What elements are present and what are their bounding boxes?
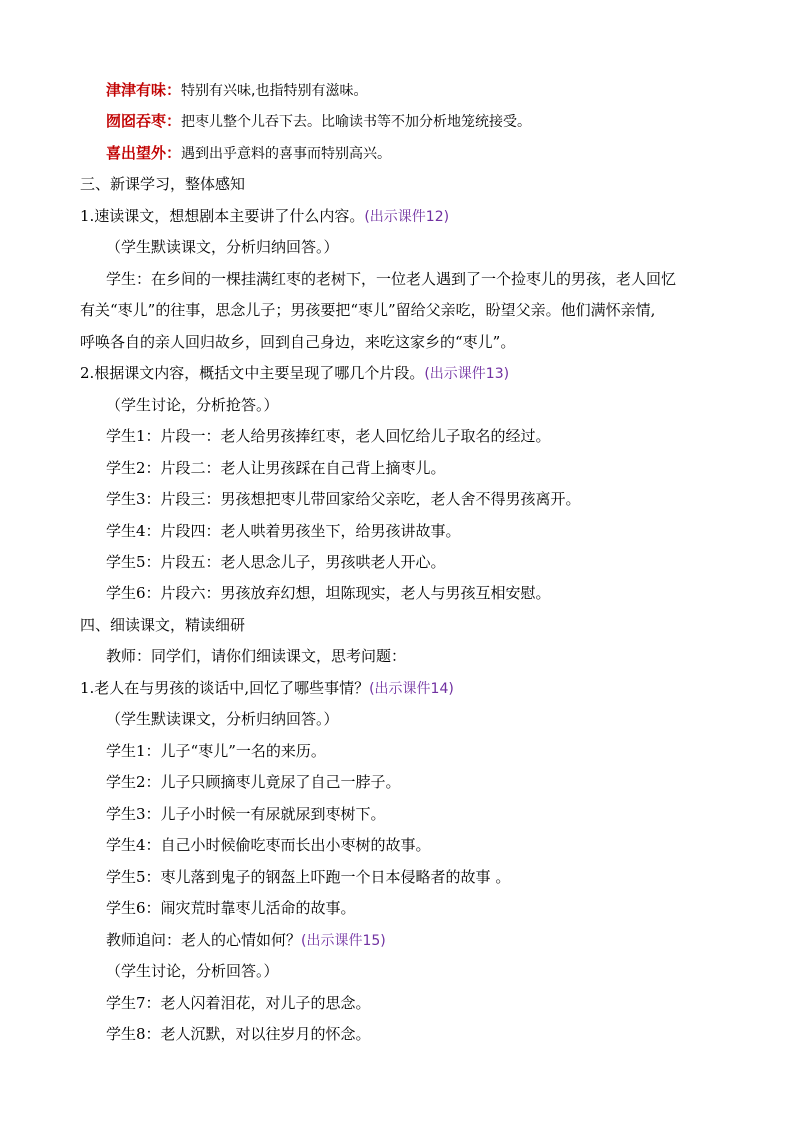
answer-line: 学生3：片段三：男孩想把枣儿带回家给父亲吃，老人舍不得男孩离开。 xyxy=(106,490,581,508)
teacher-followup xyxy=(0,927,794,953)
answer-line: 学生2：片段二：老人让男孩踩在自己背上摘枣儿。 xyxy=(106,459,446,477)
answer-line: 学生4：自己小时候偷吃枣而长出小枣树的故事。 xyxy=(106,836,431,854)
slide-cue: (出示课件12) xyxy=(364,209,450,225)
answer-line: 学生1：片段一：老人给男孩捧红枣，老人回忆给儿子取名的经过。 xyxy=(106,427,551,445)
question-text: 2.根据课文内容，概括文中主要呈现了哪几个片段。 xyxy=(80,364,425,382)
answer-line: 学生2：儿子只顾摘枣儿竟尿了自己一脖子。 xyxy=(106,773,401,791)
vocab-item xyxy=(0,108,794,134)
question-3 xyxy=(0,675,794,701)
answer-line: 学生5：枣儿落到鬼子的钢盔上吓跑一个日本侵略者的故事 。 xyxy=(106,868,511,886)
answer-line: 学生1：儿子“枣儿”一名的来历。 xyxy=(106,742,326,760)
question-1 xyxy=(0,203,794,229)
answer-line: 学生8：老人沉默，对以往岁月的怀念。 xyxy=(106,1025,371,1043)
answer-line: 学生6：闹灾荒时靠枣儿活命的故事。 xyxy=(106,899,356,917)
answer-line: 呼唤各自的亲人回归故乡，回到自己身边，来吃这家乡的“枣儿”。 xyxy=(80,333,516,351)
slide-cue: (出示课件13) xyxy=(424,366,510,382)
activity-note: （学生默读课文，分析归纳回答。） xyxy=(106,238,339,256)
vocab-item xyxy=(0,77,794,103)
activity-note: （学生默读课文，分析归纳回答。） xyxy=(106,710,339,728)
activity-note: （学生讨论，分析抢答。） xyxy=(106,396,279,414)
answer-line: 学生7：老人闪着泪花，对儿子的思念。 xyxy=(106,994,371,1012)
answer-line: 有关“枣儿”的往事，思念儿子；男孩要把“枣儿”留给父亲吃，盼望父亲。他们满怀亲情, xyxy=(80,301,656,319)
answer-line: 学生：在乡间的一棵挂满红枣的老树下，一位老人遇到了一个捡枣儿的男孩，老人回忆 xyxy=(106,270,677,288)
vocab-term: 囫囵吞枣： xyxy=(106,112,182,130)
teacher-prompt: 教师：同学们，请你们细读课文，思考问题： xyxy=(106,647,407,665)
answer-line: 学生4：片段四：老人哄着男孩坐下，给男孩讲故事。 xyxy=(106,522,461,540)
vocab-definition: 特别有兴味,也指特别有滋味。 xyxy=(181,83,368,99)
section-heading-4: 四、细读课文，精读细研 xyxy=(80,616,246,634)
vocab-term: 喜出望外： xyxy=(106,144,182,162)
slide-cue: (出示课件14) xyxy=(369,681,454,697)
vocab-term: 津津有味： xyxy=(106,81,182,99)
vocab-definition: 把枣儿整个儿吞下去。比喻读书等不加分析地笼统接受。 xyxy=(181,114,532,130)
vocab-definition: 遇到出乎意料的喜事而特别高兴。 xyxy=(181,146,392,162)
question-text: 1.速读课文，想想剧本主要讲了什么内容。 xyxy=(80,207,365,225)
question-2 xyxy=(0,360,794,386)
answer-line: 学生6：片段六：男孩放弃幻想，坦陈现实，老人与男孩互相安慰。 xyxy=(106,584,551,602)
vocab-item xyxy=(0,140,794,166)
answer-line: 学生5：片段五：老人思念儿子，男孩哄老人开心。 xyxy=(106,553,446,571)
answer-line: 学生3：儿子小时候一有尿就尿到枣树下。 xyxy=(106,805,386,823)
question-text: 1.老人在与男孩的谈话中,回忆了哪些事情？ xyxy=(80,679,370,697)
activity-note: （学生讨论，分析回答。） xyxy=(106,962,279,980)
slide-cue: (出示课件15) xyxy=(301,933,386,949)
section-heading-3: 三、新课学习，整体感知 xyxy=(80,175,246,193)
followup-text: 教师追问：老人的心情如何？ xyxy=(106,931,302,949)
